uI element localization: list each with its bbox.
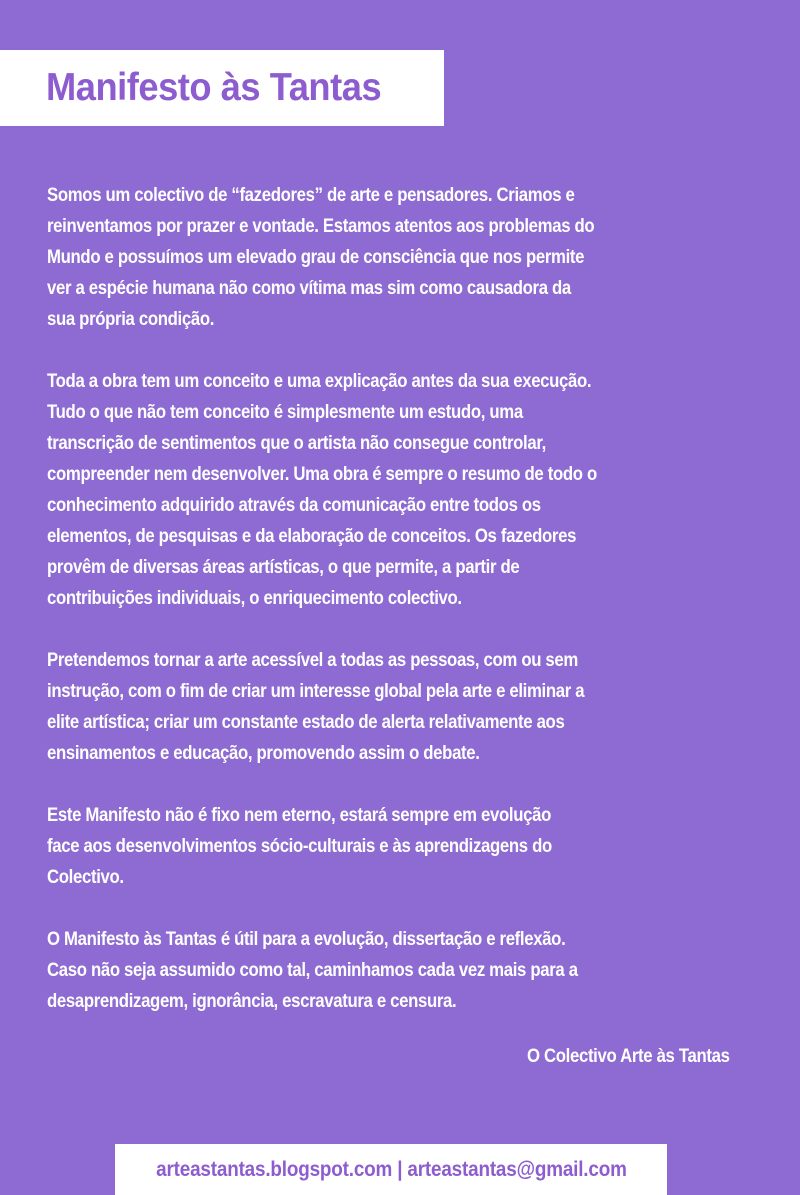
paragraph-2	[47, 366, 747, 614]
text-line: compreender nem desenvolver. Uma obra é sempre o resumo de todo o	[47, 463, 597, 485]
manifesto-body	[47, 180, 747, 1048]
footer-banner	[115, 1144, 667, 1195]
text-line: ensinamentos e educação, promovendo assim o debate.	[47, 742, 480, 764]
text-line: Pretendemos tornar a arte acessível a todas as pessoas, com ou sem	[47, 649, 578, 671]
title-banner	[0, 50, 444, 126]
paragraph-4	[47, 800, 747, 893]
text-line: ver a espécie humana não como vítima mas sim como causadora da	[47, 277, 571, 299]
footer-contact: arteastantas.blogspot.com | arteastantas@gmail.com	[155, 1157, 627, 1181]
paragraph-5	[47, 924, 747, 1017]
text-line: reinventamos por prazer e vontade. Estamos atentos aos problemas do	[47, 215, 595, 237]
text-line: face aos desenvolvimentos sócio-culturais e às aprendizagens do	[47, 835, 552, 857]
page-title: Manifesto às Tantas	[46, 66, 382, 109]
text-line: Tudo o que não tem conceito é simplesmente um estudo, uma	[47, 401, 523, 423]
signature: O Colectivo Arte às Tantas	[527, 1045, 730, 1067]
text-line: elite artística; criar um constante estado de alerta relativamente aos	[47, 711, 565, 733]
text-line: Caso não seja assumido como tal, caminhamos cada vez mais para a	[47, 959, 578, 981]
text-line: transcrição de sentimentos que o artista não consegue controlar,	[47, 432, 546, 454]
text-line: Colectivo.	[47, 866, 124, 888]
text-line: provêm de diversas áreas artísticas, o que permite, a partir de	[47, 556, 520, 578]
text-line: conhecimento adquirido através da comunicação entre todos os	[47, 494, 541, 516]
text-line: O Manifesto às Tantas é útil para a evolução, dissertação e reflexão.	[47, 928, 566, 950]
text-line: contribuições individuais, o enriquecimento colectivo.	[47, 587, 462, 609]
paragraph-3	[47, 645, 747, 769]
text-line: Toda a obra tem um conceito e uma explicação antes da sua execução.	[47, 370, 592, 392]
text-line: sua própria condição.	[47, 308, 215, 330]
text-line: Mundo e possuímos um elevado grau de consciência que nos permite	[47, 246, 585, 268]
text-line: desaprendizagem, ignorância, escravatura e censura.	[47, 990, 457, 1012]
text-line: instrução, com o fim de criar um interesse global pela arte e eliminar a	[47, 680, 585, 702]
paragraph-1	[47, 180, 747, 335]
text-line: Este Manifesto não é fixo nem eterno, estará sempre em evolução	[47, 804, 551, 826]
text-line: elementos, de pesquisas e da elaboração de conceitos. Os fazedores	[47, 525, 577, 547]
text-line: Somos um colectivo de “fazedores” de arte e pensadores. Criamos e	[47, 184, 575, 206]
